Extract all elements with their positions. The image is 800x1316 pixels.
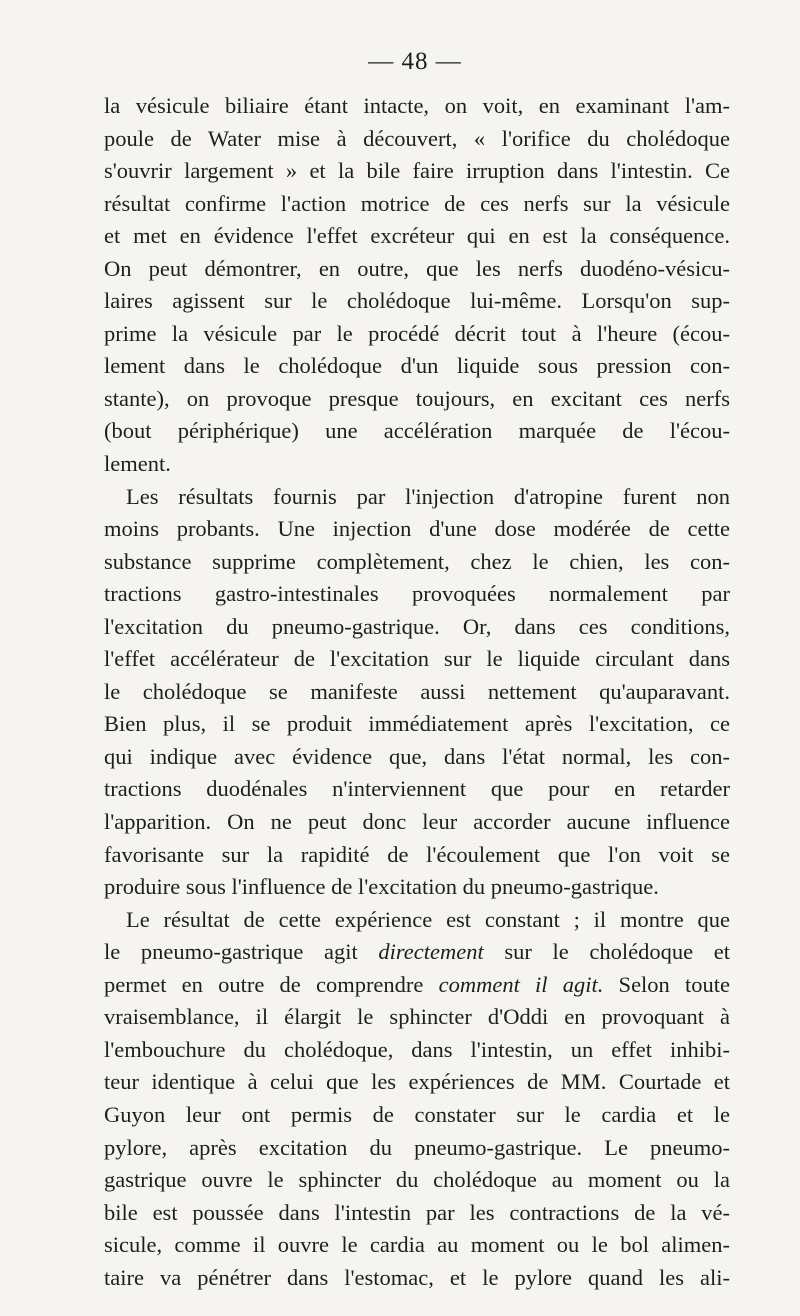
text-line: On peut démontrer, en outre, que les nerfs duodéno-vésicu- bbox=[104, 255, 730, 281]
body-text bbox=[104, 90, 730, 1294]
text-line: stante), on provoque presque toujours, en excitant ces nerfs bbox=[104, 385, 730, 411]
text-line: résultat confirme l'action motrice de ces nerfs sur la vésicule bbox=[104, 190, 730, 216]
text-line: pylore, après excitation du pneumo-gastrique. Le pneumo- bbox=[104, 1134, 730, 1160]
text-span: permet en outre de comprendre bbox=[104, 971, 439, 997]
text-line: substance supprime complètement, chez le chien, les con- bbox=[104, 548, 730, 574]
text-line: qui indique avec évidence que, dans l'état normal, les con- bbox=[104, 743, 730, 769]
text-line: tractions gastro-intestinales provoquées normalement par bbox=[104, 581, 730, 607]
text-line: l'embouchure du cholédoque, dans l'intestin, un effet inhibi- bbox=[104, 1036, 730, 1062]
text-line: Le résultat de cette expérience est constant ; il montre que bbox=[126, 906, 730, 932]
text-line: le cholédoque se manifeste aussi nettement qu'auparavant. bbox=[104, 678, 730, 704]
text-span: le pneumo-gastrique agit bbox=[104, 939, 379, 965]
text-line: Bien plus, il se produit immédiatement après l'excitation, ce bbox=[104, 711, 730, 737]
text-line: lement dans le cholédoque d'un liquide sous pression con- bbox=[104, 353, 730, 379]
text-line: taire va pénétrer dans l'estomac, et le pylore quand les ali- bbox=[104, 1264, 730, 1290]
text-line: tractions duodénales n'interviennent que pour en retarder bbox=[104, 776, 730, 802]
text-line: vraisemblance, il élargit le sphincter d'Oddi en provoquant à bbox=[104, 1004, 730, 1030]
text-line: laires agissent sur le cholédoque lui-même. Lorsqu'on sup- bbox=[104, 288, 730, 314]
text-line: l'excitation du pneumo-gastrique. Or, dans ces conditions, bbox=[104, 613, 730, 639]
text-line: et met en évidence l'effet excréteur qui en est la conséquence. bbox=[104, 223, 730, 249]
text-line: prime la vésicule par le procédé décrit tout à l'heure (écou- bbox=[104, 320, 730, 346]
text-line bbox=[104, 936, 730, 969]
text-line: poule de Water mise à découvert, « l'orifice du cholédoque bbox=[104, 125, 730, 151]
italic-emphasis: directement bbox=[378, 939, 484, 965]
text-line: teur identique à celui que les expériences de MM. Courtade et bbox=[104, 1069, 730, 1095]
text-line: l'apparition. On ne peut donc leur accorder aucune influence bbox=[104, 809, 730, 835]
text-line: Guyon leur ont permis de constater sur le cardia et le bbox=[104, 1101, 730, 1127]
page-number: — 48 — bbox=[368, 48, 462, 75]
text-line: bile est poussée dans l'intestin par les contractions de la vé- bbox=[104, 1199, 730, 1225]
text-span: Selon toute bbox=[603, 971, 730, 997]
text-line: l'effet accélérateur de l'excitation sur le liquide circulant dans bbox=[104, 646, 730, 672]
text-line: Les résultats fournis par l'injection d'atropine furent non bbox=[126, 483, 730, 509]
text-line: moins probants. Une injection d'une dose modérée de cette bbox=[104, 516, 730, 542]
text-line: s'ouvrir largement » et la bile faire irruption dans l'intestin. Ce bbox=[104, 158, 730, 184]
text-line bbox=[104, 969, 730, 1002]
text-line: lement. bbox=[104, 451, 171, 477]
text-line: sicule, comme il ouvre le cardia au moment ou le bol alimen- bbox=[104, 1232, 730, 1258]
text-line: favorisante sur la rapidité de l'écoulement que l'on voit se bbox=[104, 841, 730, 867]
text-line: (bout périphérique) une accélération marquée de l'écou- bbox=[104, 418, 730, 444]
text-line: gastrique ouvre le sphincter du cholédoque au moment ou la bbox=[104, 1167, 730, 1193]
text-span: sur le cholédoque et bbox=[483, 939, 731, 965]
text-line: produire sous l'influence de l'excitation du pneumo-gastrique. bbox=[104, 874, 659, 900]
italic-emphasis: comment il agit. bbox=[438, 971, 604, 997]
text-line: la vésicule biliaire étant intacte, on voit, en examinant l'am- bbox=[104, 93, 730, 118]
